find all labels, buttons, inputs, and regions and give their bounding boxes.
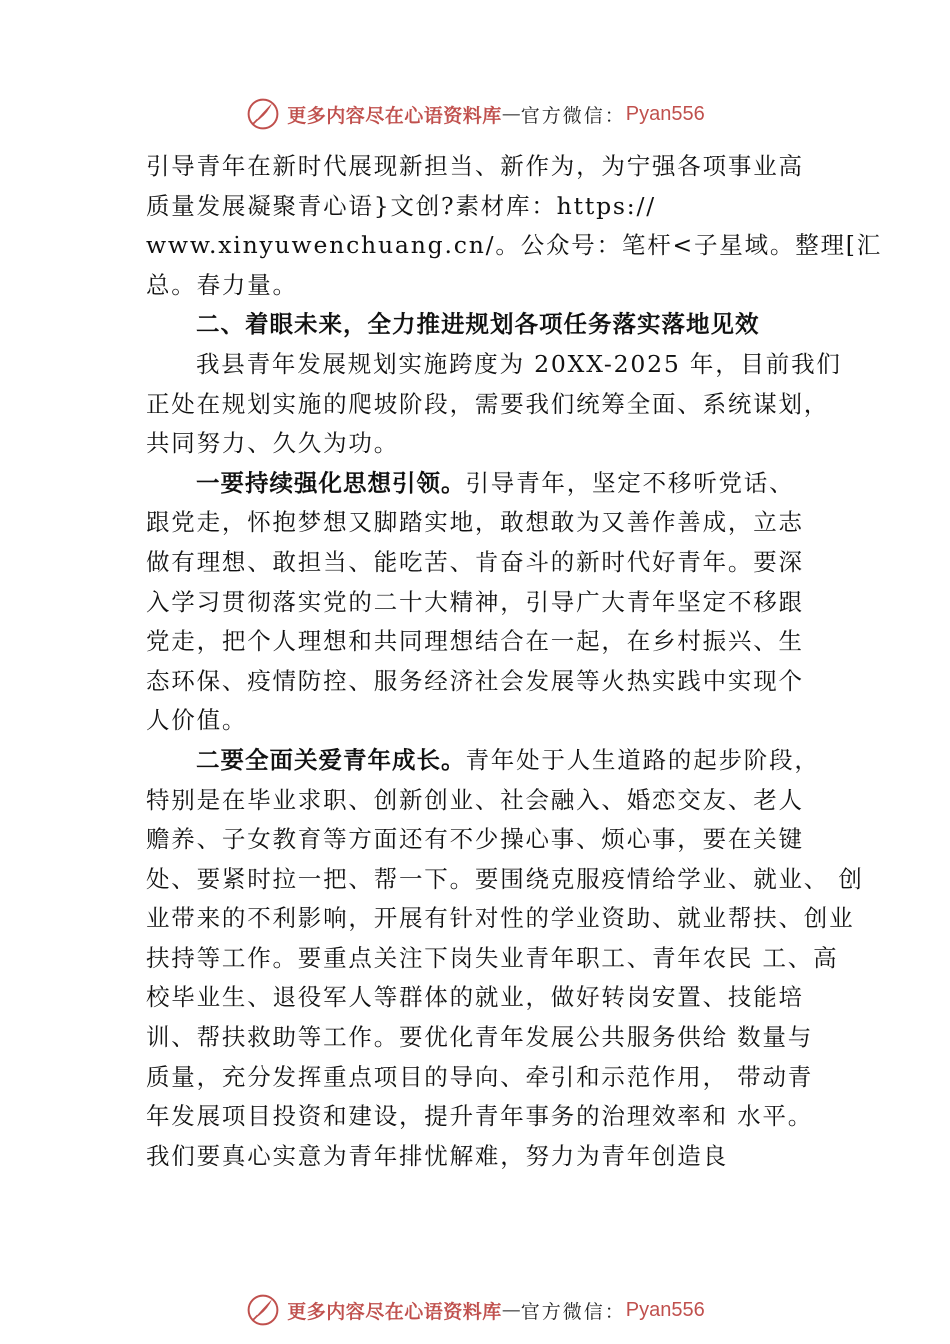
- text-line: 特别是在毕业求职、创新创业、社会融入、婚恋交友、老人: [146, 785, 804, 814]
- text-line: [146, 741, 826, 781]
- banner-wechat-id: Pyan556: [625, 1298, 705, 1321]
- text-line: 质量，充分发挥重点项目的导向、牵引和示范作用， 带动青: [146, 1062, 814, 1091]
- text-line: 训、帮扶救助等工作。要优化青年发展公共服务供给 数量与: [146, 1023, 814, 1052]
- paragraph-1: [146, 147, 883, 305]
- document-body: [146, 147, 883, 1176]
- banner-separator: —: [501, 103, 521, 125]
- text-line: 赡养、子女教育等方面还有不少操心事、烦心事，要在关键: [146, 825, 804, 854]
- banner-title: 更多内容尽在心语资料库: [287, 104, 502, 127]
- text-line: 质量发展凝聚青心语}文创?素材库：https://: [146, 191, 656, 220]
- text-line: 年发展项目投资和建设，提升青年事务的治理效率和 水平。: [146, 1102, 814, 1131]
- paragraph-4: [146, 741, 864, 1177]
- text-line: 共同努力、久久为功。: [146, 429, 399, 458]
- banner-wechat-id: Pyan556: [625, 102, 705, 125]
- text-line: 我们要真心实意为青年排忧解难，努力为青年创造良: [146, 1141, 728, 1170]
- text-line: 态环保、疫情防控、服务经济社会发展等火热实践中实现个: [146, 666, 804, 695]
- text-line: 处、要紧时拉一把、帮一下。要围绕克服疫情给学业、就业、 创: [146, 864, 864, 893]
- paragraph-text: 青年处于人生道路的起步阶段，: [465, 745, 820, 774]
- text-line: 扶持等工作。要重点关注下岗失业青年职工、青年农民 工、高: [146, 943, 839, 972]
- paragraph-lead: 一要持续强化思想引领。: [196, 468, 466, 497]
- text-line: 党走，把个人理想和共同理想结合在一起，在乡村振兴、生: [146, 627, 804, 656]
- footer-banner: [0, 1290, 950, 1330]
- paragraph-text: 引导青年，坚定不移听党话、: [465, 468, 795, 497]
- section-heading: 二、着眼未来，全力推进规划各项任务落实落地见效: [196, 310, 760, 339]
- text-line: [146, 464, 826, 504]
- text-line: 我县青年发展规划实施跨度为 20XX-2025 年，目前我们: [196, 349, 842, 378]
- text-line: 校毕业生、退役军人等群体的就业，做好转岗安置、技能培: [146, 983, 804, 1012]
- text-line: 跟党走，怀抱梦想又脚踏实地，敢想敢为又善作善成，立志: [146, 508, 804, 537]
- banner-separator: —: [501, 1299, 521, 1321]
- paragraph-2: [146, 345, 842, 464]
- text-line: 业带来的不利影响，开展有针对性的学业资助、就业帮扶、创业: [146, 904, 855, 933]
- header-banner: [0, 94, 950, 134]
- banner-wechat-label: 官方微信：: [520, 104, 626, 127]
- paragraph-3: [146, 464, 826, 741]
- text-line: 总。春力量。: [146, 270, 298, 299]
- text-line: 做有理想、敢担当、能吃苦、肯奋斗的新时代好青年。要深: [146, 547, 804, 576]
- paragraph-lead: 二要全面关爱青年成长。: [196, 745, 466, 774]
- banner-wechat-label: 官方微信：: [520, 1300, 626, 1323]
- quill-logo-icon: [245, 1292, 281, 1328]
- text-line: 引导青年在新时代展现新担当、新作为，为宁强各项事业高: [146, 152, 804, 180]
- quill-logo-icon: [245, 96, 281, 132]
- text-line: 入学习贯彻落实党的二十大精神，引导广大青年坚定不移跟: [146, 587, 804, 616]
- text-line: 正处在规划实施的爬坡阶段，需要我们统筹全面、系统谋划，: [146, 389, 830, 418]
- text-line: www.xinyuwenchuang.cn/。公众号：笔杆<子星域。整理[汇: [146, 231, 883, 260]
- text-line: 人价值。: [146, 706, 248, 735]
- banner-title: 更多内容尽在心语资料库: [287, 1300, 502, 1323]
